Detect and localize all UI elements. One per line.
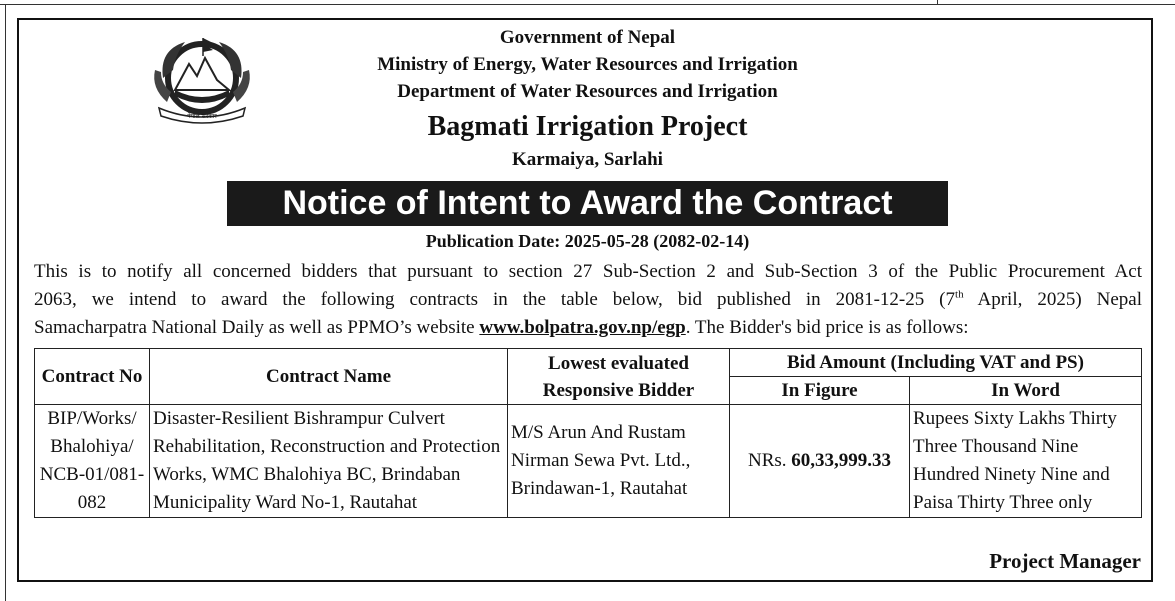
- intro-line-3: [34, 314, 1142, 342]
- table-row: [35, 405, 1142, 518]
- intro-superscript: th: [955, 288, 964, 301]
- intro-line-3-b: . The Bidder's bid price is as follows:: [685, 317, 969, 338]
- header-contract-no: Contract No: [35, 349, 150, 405]
- top-tick: [937, 0, 938, 5]
- contract-table: [34, 348, 1142, 518]
- amount-prefix: NRs.: [747, 450, 792, 471]
- ministry-heading: Ministry of Energy, Water Resources and Irrigation: [377, 54, 798, 75]
- amount-value: 60,33,999.33: [791, 450, 892, 471]
- cell-bidder: M/S Arun And Rustam Nirman Sewa Pvt. Ltd., Brindawan-1, Rautahat: [508, 405, 730, 518]
- intro-line-2-b: April, 2025) Nepal: [963, 289, 1142, 310]
- cell-amount-word: Rupees Sixty Lakhs Thirty Three Thousand Nine Hundred Ninety Nine and Paisa Thirty Three only: [910, 405, 1142, 518]
- table-header-row: [35, 349, 1142, 377]
- header-in-word: In Word: [910, 377, 1142, 405]
- intro-line-3-a: Samacharpatra National Daily as well as PPMO’s website: [34, 317, 480, 338]
- cell-amount-figure: [730, 405, 910, 518]
- intro-line-2-a: 2063, we intend to award the following contracts in the table below, bid published in 2081-12-25 (7: [34, 289, 956, 310]
- top-rule: [0, 4, 1175, 5]
- header-in-figure: In Figure: [730, 377, 910, 405]
- ppmo-website-link[interactable]: www.bolpatra.gov.np/egp: [479, 317, 686, 338]
- header-contract-name: Contract Name: [150, 349, 508, 405]
- intro-paragraph: [34, 258, 1142, 342]
- signatory: Project Manager: [989, 549, 1141, 573]
- project-title: Bagmati Irrigation Project: [427, 111, 748, 142]
- header-bid-amount: Bid Amount (Including VAT and PS): [730, 349, 1142, 377]
- intro-line-2: [34, 286, 1142, 314]
- cell-contract-no: BIP/Works/ Bhalohiya/ NCB-01/081-082: [35, 405, 150, 518]
- emblem-text: नेपाल सरकार: [187, 113, 217, 120]
- project-location: Karmaiya, Sarlahi: [512, 149, 663, 170]
- department-heading: Department of Water Resources and Irrigation: [397, 81, 778, 102]
- intro-line-1: This is to notify all concerned bidders that pursuant to section 27 Sub-Section 2 and Sub-Section 3 of the Public Procurement Act: [34, 261, 1142, 282]
- publication-date: Publication Date: 2025-05-28 (2082-02-14): [425, 231, 750, 251]
- government-heading: Government of Nepal: [499, 27, 676, 48]
- cell-contract-name: Disaster-Resilient Bishrampur Culvert Rehabilitation, Reconstruction and Protection Works, WMC Bhalohiya BC, Brindaban Municipality Ward No-1, Rautahat: [150, 405, 508, 518]
- notice-title-banner: Notice of Intent to Award the Contract: [227, 181, 948, 226]
- header-bidder: Lowest evaluated Responsive Bidder: [508, 349, 730, 405]
